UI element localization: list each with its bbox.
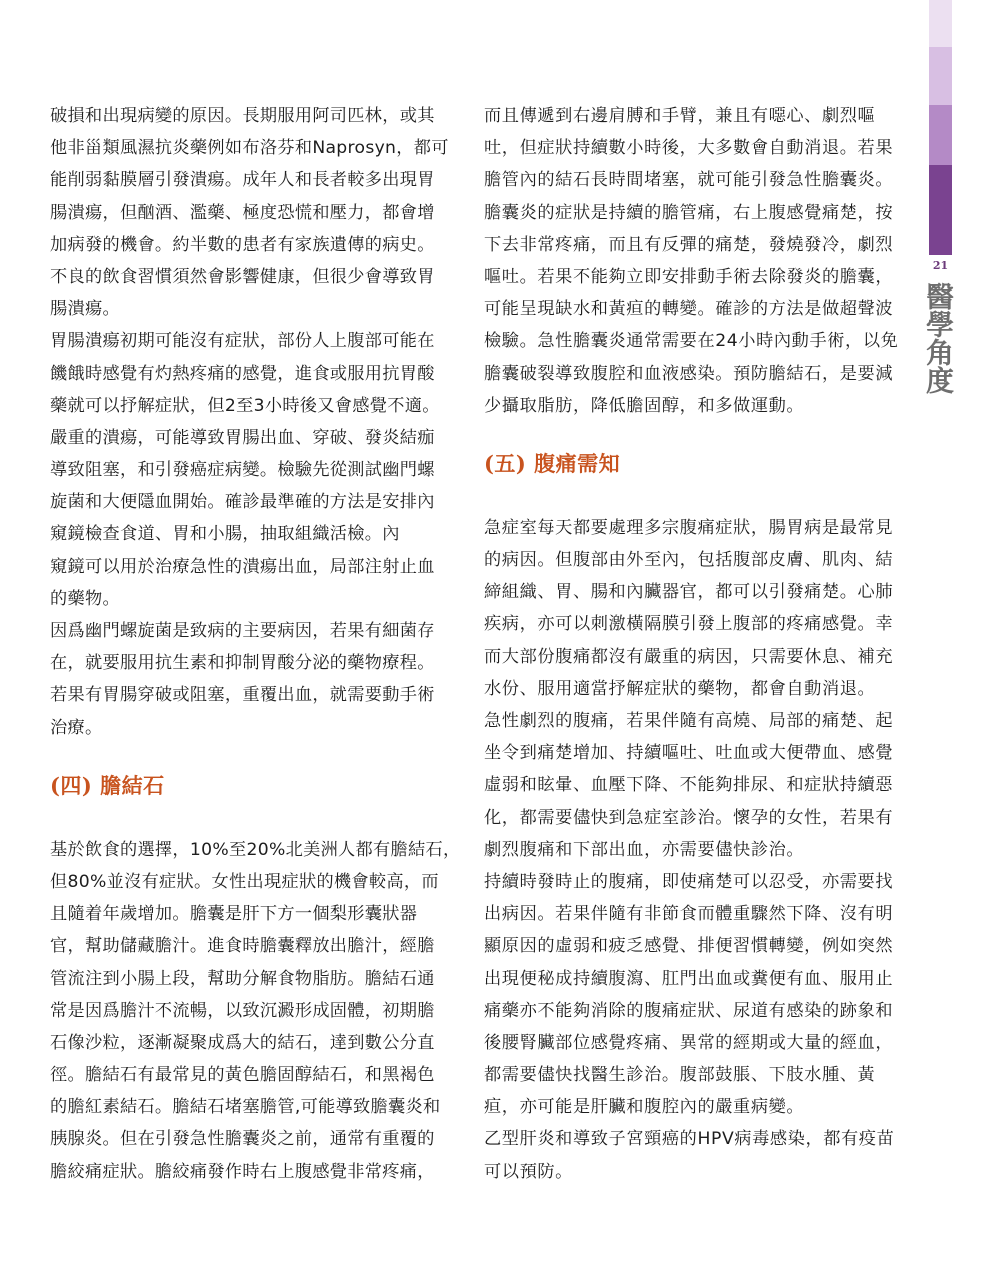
text-line: 不良的飲食習慣須然會影響健康，但很少會導致胃	[50, 266, 435, 287]
text-line: 窺鏡可以用於治療急性的潰瘍出血，局部注射止血	[50, 556, 435, 577]
text-line: 檢驗。急性膽囊炎通常需要在24小時內動手術，以免	[484, 331, 899, 352]
paragraph	[484, 1123, 898, 1187]
text-line: 管流注到小腸上段，幫助分解食物脂肪。膽結石通	[50, 968, 435, 989]
text-line: 出現便秘成持續腹瀉、肛門出血或糞便有血、服用止	[484, 968, 894, 989]
text-line: 乙型肝炎和導致子宮頸癌的HPV病毒感染，都有疫苗	[484, 1129, 895, 1150]
text-line: 治療。	[50, 717, 103, 738]
section-title: 醫學角度	[922, 282, 955, 394]
side-color-tab	[929, 0, 952, 255]
text-line: 急性劇烈的腹痛，若果伴隨有高燒、局部的痛楚、起	[484, 711, 894, 731]
text-line: 胃腸潰瘍初期可能沒有症狀，部份人上腹部可能在	[50, 331, 435, 352]
text-line: 都需要儘快找醫生診治。腹部鼓脹、下肢水腫、黃	[484, 1065, 876, 1086]
text-line: 吐，但症狀持續數小時後，大多數會自動消退。若果	[484, 138, 894, 159]
text-line: 窺鏡檢查食道、胃和小腸，抽取組織活檢。內	[50, 524, 400, 545]
page-number: 21	[932, 259, 949, 272]
text-line: 饑餓時感覺有灼熱疼痛的感覺，進食或服用抗胃酸	[50, 363, 435, 384]
text-line: 後腰腎臟部位感覺疼痛、異常的經期或大量的經血，	[484, 1032, 894, 1053]
text-line: 在，就要服用抗生素和抑制胃酸分泌的藥物療程。	[50, 653, 435, 674]
right-column	[484, 100, 898, 1188]
text-line: 少攝取脂肪，降低膽固醇，和多做運動。	[484, 395, 805, 416]
text-line: 膽囊炎的症狀是持續的膽管痛，右上腹感覺痛楚，按	[484, 202, 894, 223]
text-line: 他非甾類風濕抗炎藥例如布洛芬和Naprosyn，都可	[50, 138, 449, 159]
paragraph	[484, 705, 898, 866]
text-line: 持續時發時止的腹痛，即使痛楚可以忍受，亦需要找	[484, 871, 894, 892]
text-line: 導致阻塞，和引發癌症病變。檢驗先從測試幽門螺	[50, 460, 435, 481]
text-line: 痛藥亦不能夠消除的腹痛症狀、尿道有感染的跡象和	[484, 1000, 894, 1021]
tab-segment-2	[929, 47, 952, 105]
paragraph	[50, 834, 461, 1188]
text-line: 胰腺炎。但在引發急性膽囊炎之前，通常有重覆的	[50, 1129, 435, 1150]
text-line: 且隨着年歲增加。膽囊是肝下方一個梨形囊狀器	[50, 904, 418, 925]
text-line: 急症室每天都要處理多宗腹痛症狀，腸胃病是最常見	[484, 517, 894, 538]
text-line: 藥就可以抒解症狀，但2至3小時後又會感覺不適。	[50, 395, 440, 416]
text-line: 膽囊破裂導致腹腔和血液感染。預防膽結石，是要減	[484, 363, 894, 384]
text-line: 破損和出現病變的原因。長期服用阿司匹林，或其	[50, 106, 435, 126]
text-line: 徑。膽結石有最常見的黃色膽固醇結石，和黑褐色	[50, 1065, 435, 1086]
text-line: 而且傳遞到右邊肩膊和手臂，兼且有噁心、劇烈嘔	[484, 106, 876, 126]
text-line: 常是因爲膽汁不流暢，以致沉澱形成固體，初期膽	[50, 1000, 435, 1021]
paragraph	[484, 100, 898, 422]
text-line: 能削弱黏膜層引發潰瘍。成年人和長者較多出現胃	[50, 170, 435, 191]
text-line: 膽絞痛症狀。膽絞痛發作時右上腹感覺非常疼痛，	[50, 1161, 435, 1182]
text-line: 嚴重的潰瘍，可能導致胃腸出血、穿破、發炎結痂	[50, 427, 435, 448]
paragraph	[50, 422, 450, 615]
text-line: 可以預防。	[484, 1161, 573, 1182]
text-line: 旋菌和大便隱血開始。確診最準確的方法是安排內	[50, 492, 435, 513]
text-line: 嘔吐。若果不能夠立即安排動手術去除發炎的膽囊，	[484, 266, 894, 287]
text-line: 而大部份腹痛都沒有嚴重的病因，只需要休息、補充	[484, 646, 894, 667]
section-heading-abdominal-pain: (五) 腹痛需知	[484, 450, 621, 476]
text-line: 締組織、胃、腸和內臟器官，都可以引發痛楚。心肺	[484, 582, 894, 603]
text-line: 顯原因的虛弱和疲乏感覺、排便習慣轉變，例如突然	[484, 936, 894, 957]
section-heading-gallstones: (四) 膽結石	[50, 772, 165, 798]
text-line: 疾病，亦可以刺激橫隔膜引發上腹部的疼痛感覺。幸	[484, 614, 894, 635]
paragraph	[484, 512, 898, 705]
text-line: 但80%並沒有症狀。女性出現症狀的機會較高，而	[50, 871, 439, 892]
text-line: 基於飲食的選擇，10%至20%北美洲人都有膽結石，	[50, 839, 461, 860]
text-line: 下去非常疼痛，而且有反彈的痛楚，發燒發冷，劇烈	[484, 234, 894, 255]
text-line: 的膽紅素結石。膽結石堵塞膽管,可能導致膽囊炎和	[50, 1097, 441, 1118]
text-line: 官，幫助儲藏膽汁。進食時膽囊釋放出膽汁，經膽	[50, 936, 435, 957]
left-column	[50, 100, 461, 1188]
text-line: 因爲幽門螺旋菌是致病的主要病因，若果有細菌存	[50, 621, 435, 641]
text-line: 的病因。但腹部由外至內，包括腹部皮膚、肌肉、結	[484, 550, 894, 571]
paragraph	[50, 325, 450, 422]
text-line: 若果有胃腸穿破或阻塞，重覆出血，就需要動手術	[50, 685, 435, 706]
text-line: 虛弱和眩暈、血壓下降、不能夠排尿、和症狀持續惡	[484, 775, 894, 796]
paragraph	[50, 615, 450, 744]
text-line: 腸潰瘍。	[50, 299, 120, 320]
text-line: 疸，亦可能是肝臟和腹腔內的嚴重病變。	[484, 1097, 805, 1118]
text-line: 的藥物。	[50, 588, 120, 609]
text-line: 出病因。若果伴隨有非節食而體重驟然下降、沒有明	[484, 904, 894, 925]
text-line: 膽管內的結石長時間堵塞，就可能引發急性膽囊炎。	[484, 170, 894, 191]
text-line: 石像沙粒，逐漸凝聚成爲大的結石，達到數公分直	[50, 1032, 435, 1053]
text-line: 可能呈現缺水和黃疸的轉變。確診的方法是做超聲波	[484, 299, 894, 320]
text-line: 坐令到痛楚增加、持續嘔吐、吐血或大便帶血、感覺	[484, 743, 894, 764]
text-line: 水份、服用適當抒解症狀的藥物，都會自動消退。	[484, 678, 876, 699]
tab-segment-1	[929, 0, 952, 47]
text-line: 加病發的機會。約半數的患者有家族遺傳的病史。	[50, 234, 435, 255]
paragraph	[50, 100, 450, 325]
tab-segment-3	[929, 105, 952, 165]
paragraph	[484, 866, 898, 1124]
text-line: 化，都需要儘快到急症室診治。懷孕的女性，若果有	[484, 807, 894, 828]
text-line: 腸潰瘍，但酗酒、濫藥、極度恐慌和壓力，都會增	[50, 202, 435, 223]
tab-segment-4	[929, 165, 952, 255]
text-line: 劇烈腹痛和下部出血，亦需要儘快診治。	[484, 839, 805, 860]
